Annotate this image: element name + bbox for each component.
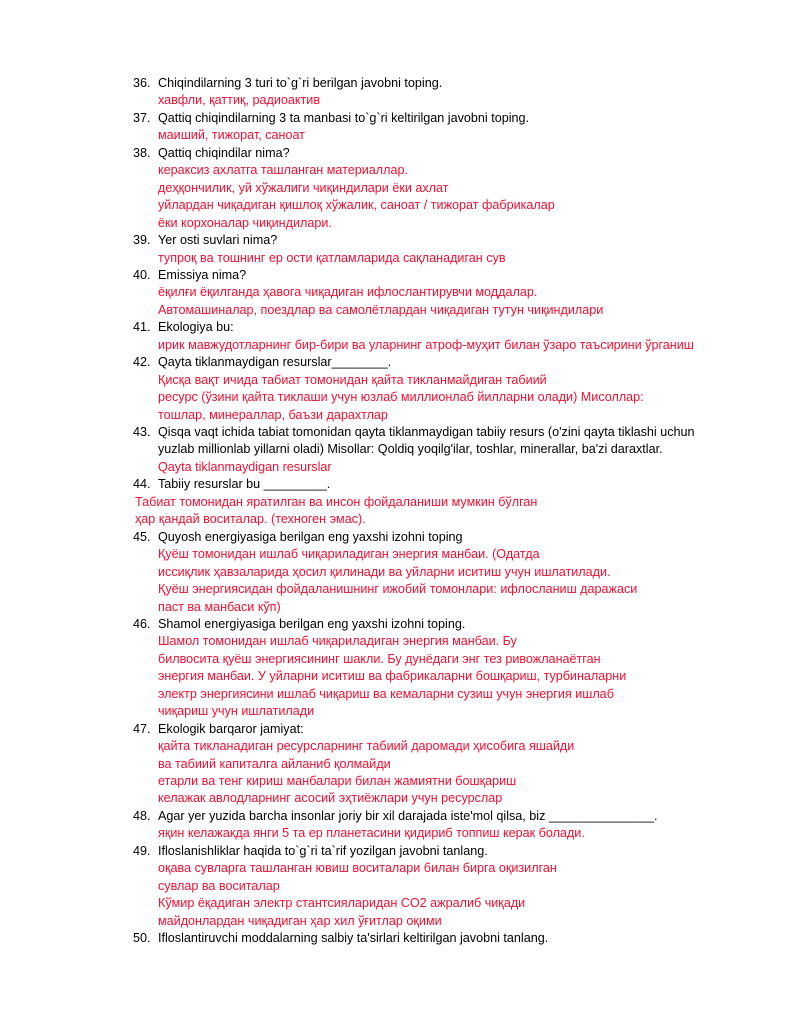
answer-text: иссиқлик ҳавзаларида ҳосил қилинади ва уйларни иситиш учун ишлатилади. bbox=[158, 564, 611, 579]
question-text: Ifloslantiruvchi moddalarning salbiy ta'sirlari keltirilgan javobni tanlang. bbox=[158, 931, 549, 946]
answer-text: яқин келажакда янги 5 та ер планетасини қидириб топпиш керак болади. bbox=[158, 826, 585, 841]
answer-text: паст ва манбаси кўп) bbox=[158, 599, 281, 614]
question-text: Qisqa vaqt ichida tabiat tomonidan qayta tiklanmaydigan tabiiy resurs (o'zini qayta tiklashi uchun bbox=[158, 425, 695, 439]
question-text: yuzlab millionlab yillarni oladi) Misollar: Qoldiq yoqilg'ilar, toshlar, minerallar, ba'zi daraxtlar. bbox=[158, 442, 663, 457]
answer-text: ирик мавжудотларнинг бир-бири ва уларнинг атроф-муҳит билан ўзаро таъсирини ўрганиш bbox=[158, 337, 694, 352]
question-number: 50. bbox=[133, 931, 151, 946]
question-number: 43. bbox=[133, 425, 151, 439]
question-number: 40. bbox=[133, 267, 151, 282]
question-number: 46. bbox=[133, 616, 151, 631]
question-number: 37. bbox=[133, 110, 151, 125]
answer-text: Шамол томонидан ишлаб чиқариладиган энергия манбаи. Бу bbox=[158, 634, 517, 649]
answer-text: Қисқа вақт ичида табиат томонидан қайта тикланмайдиган табиий bbox=[158, 372, 547, 387]
answer-text: Қуёш томонидан ишлаб чиқариладиган энергия манбаи. (Одатда bbox=[158, 547, 540, 562]
answer-text: ёки корхоналар чиқиндилари. bbox=[158, 215, 332, 230]
answer-text: билвосита қуёш энергиясининг шакли. Бу дунёдаги энг тез ривожланаётган bbox=[158, 651, 601, 666]
answer-text: электр энергиясини ишлаб чиқариш ва кемаларни сузиш учун энергия ишлаб bbox=[158, 686, 614, 701]
answer-text: ва табиий капиталга айланиб қолмайди bbox=[158, 756, 391, 771]
question-number: 41. bbox=[133, 320, 151, 335]
answer-text: Табиат томонидан яратилган ва инсон фойдаланиши мумкин бўлган bbox=[135, 494, 538, 509]
question-text: Ifloslanishliklar haqida to`g`ri ta`rif yozilgan javobni tanlang. bbox=[158, 843, 488, 858]
question-text: Qayta tiklanmaydigan resurslar________. bbox=[158, 355, 392, 370]
question-number: 48. bbox=[133, 808, 151, 823]
question-number: 36. bbox=[133, 76, 151, 90]
question-text: Quyosh energiyasiga berilgan eng yaxshi izohni toping bbox=[158, 529, 463, 544]
question-text: Agar yer yuzida barcha insonlar joriy bir xil darajada iste'mol qilsa, biz _______________. bbox=[158, 808, 658, 823]
question-text: Chiqindilarning 3 turi to`g`ri berilgan javobni toping. bbox=[158, 76, 443, 90]
question-text: Shamol energiyasiga berilgan eng yaxshi izohni toping. bbox=[158, 616, 466, 631]
answer-text: тупроқ ва тошнинг ер ости қатламларида сақланадиган сув bbox=[158, 250, 506, 265]
question-number: 45. bbox=[133, 529, 151, 544]
answer-text: етарли ва тенг кириш манбалари билан жамиятни бошқариш bbox=[158, 774, 517, 788]
answer-text: сувлар ва воситалар bbox=[158, 878, 280, 893]
question-text: Yer osti suvlari nima? bbox=[158, 233, 278, 248]
question-text: Qattiq chiqindilarning 3 ta manbasi to`g`ri keltirilgan javobni toping. bbox=[158, 110, 530, 125]
question-text: Tabiiy resurslar bu _________. bbox=[158, 477, 331, 492]
question-number: 42. bbox=[133, 355, 151, 370]
question-number: 47. bbox=[133, 721, 151, 736]
answer-text: ҳар қандай воситалар. (техноген эмас). bbox=[135, 512, 366, 527]
question-text: Ekologik barqaror jamiyat: bbox=[158, 721, 304, 736]
question-text: Emissiya nima? bbox=[158, 267, 247, 282]
question-number: 44. bbox=[133, 477, 151, 492]
answer-text: Қуёш энергиясидан фойдаланишнинг ижобий томонлари: ифлосланиш даражаси bbox=[158, 582, 638, 597]
answer-text: майдонлардан чиқадиган ҳар хил ўғитлар оқими bbox=[158, 913, 442, 928]
answer-text: уйлардан чиқадиган қишлоқ хўжалик, саноат / тижорат фабрикалар bbox=[158, 198, 555, 213]
answer-text: Автомашиналар, поездлар ва самолётлардан чиқадиган тутун чиқиндилари bbox=[158, 302, 604, 317]
answer-text: чиқариш учун ишлатилади bbox=[158, 704, 315, 719]
question-number: 39. bbox=[133, 233, 151, 248]
answer-text: Qayta tiklanmaydigan resurslar bbox=[158, 459, 332, 474]
answer-text: қайта тикланадиган ресурсларнинг табиий даромади ҳисобига яшайди bbox=[158, 739, 575, 754]
answer-text: хавфли, қаттиқ, радиоактив bbox=[158, 93, 321, 108]
answer-text: деҳқончилик, уй хўжалиги чиқиндилари ёки ахлат bbox=[158, 180, 449, 195]
question-text: Ekologiya bu: bbox=[158, 320, 234, 335]
answer-text: тошлар, минераллар, баъзи дарахтлар bbox=[158, 407, 388, 422]
answer-text: ресурс (ўзини қайта тиклаши учун юзлаб миллионлаб йилларни олади) Мисоллар: bbox=[158, 390, 644, 405]
question-number: 38. bbox=[133, 145, 151, 160]
question-number: 49. bbox=[133, 843, 151, 858]
answer-text: кераксиз ахлатга ташланган материаллар. bbox=[158, 163, 408, 178]
answer-text: Кўмир ёқадиган электр стантсияларидан CO2 ажралиб чиқади bbox=[158, 896, 526, 911]
question-text: Qattiq chiqindilar nima? bbox=[158, 145, 290, 160]
answer-text: маиший, тижорат, саноат bbox=[158, 128, 305, 143]
answer-text: оқава сувларга ташланган ювиш воситалари билан бирга оқизилган bbox=[158, 861, 557, 876]
answer-text: ёқилғи ёқилганда ҳавога чиқадиган ифлослантирувчи моддалар. bbox=[158, 285, 538, 300]
answer-text: келажак авлодларнинг асосий эҳтиёжлари учун ресурслар bbox=[158, 791, 503, 806]
answer-text: энергия манбаи. У уйларни иситиш ва фабрикаларни бошқариш, турбиналарни bbox=[158, 669, 627, 684]
